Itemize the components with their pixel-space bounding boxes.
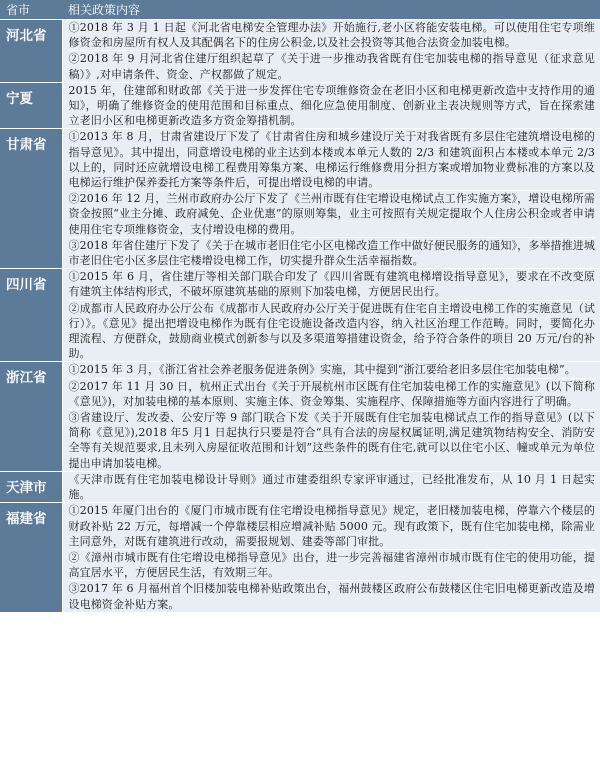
policy-paragraph: 2015 年，住建部和财政部《关于进一步发挥住宅专项维修资金在老旧小区和电梯更新改造中支持作用的通知》，明确了维修资金的使用范围和目标重点、细化应急使用制度、创新业主表决规则等方式，旨在探索建立老旧小区和电梯更新改造多方资金筹措机制。 (68, 83, 595, 128)
policy-cell (62, 129, 600, 269)
policy-cell (62, 20, 600, 83)
province-cell: 天津市 (0, 471, 62, 502)
policy-cell (62, 362, 600, 471)
province-cell: 浙江省 (0, 362, 62, 471)
table-row-hebei (0, 20, 600, 83)
policy-paragraph: ②2018 年 9 月河北省住建厅组织起草了《关于进一步推动我省既有住宅加装电梯的指导意见（征求意见稿）》,对申请条件、资金、产权都做了规定。 (68, 52, 595, 81)
policy-paragraph: ③2017 年 6 月福州首个旧楼加装电梯补贴政策出台，福州鼓楼区政府公布鼓楼区住宅旧电梯更新改造及增设电梯资金补贴方案。 (68, 582, 595, 611)
policy-paragraph: ②《漳州市城市既有住宅增设电梯指导意见》出台，进一步完善福建省漳州市城市既有住宅的使用功能，提高宜居水平，方便居民生活，有效期三年。 (68, 550, 595, 580)
policy-cell (62, 471, 600, 502)
policy-paragraph: ③省建设厅、发改委、公安厅等 9 部门联合下发《关于开展既有住宅加装电梯试点工作的指导意见》(以下简称《意见》),2018 年5 月1 日起执行只要是符合“具有合法的房屋权属证明,满足建筑物结构安全、消防安全等有关规范要求,且未列入房屋征收范围和计划”这些条件的既有住宅,就可以以住宅小区、幢或单元为单位提出申请加装电梯。 (68, 411, 595, 470)
province-cell: 福建省 (0, 503, 62, 612)
policy-paragraph: ②成都市人民政府办公厅公布《成都市人民政府办公厅关于促进既有住宅自主增设电梯工作的实施意见（试行）》。《意见》提出把增设电梯作为既有住宅设施设备改造内容，纳入社区治理工作范畴。同时，要简化办理流程、方便群众，鼓励商业模式创新参与以及多渠道筹措建设资金，给予符合条件的项目 20 万元/台的补助。 (68, 301, 595, 361)
province-cell: 宁夏 (0, 82, 62, 129)
policy-cell (62, 503, 600, 612)
table-header-row (0, 0, 600, 20)
header-province: 省市 (0, 0, 62, 20)
policy-paragraph: 《天津市既有住宅加装电梯设计导则》通过市建委组织专家评审通过，已经批准发布，从 10 月 1 日起实施。 (68, 472, 595, 502)
policy-paragraph: ③2018 年省住建厅下发了《关于在城市老旧住宅小区电梯改造工作中做好便民服务的通知》，多举措推进城市老旧住宅小区多层住宅楼增设电梯工作，切实提升群众生活幸福指数。 (68, 238, 595, 268)
table-row-gansu (0, 129, 600, 269)
header-policy-content: 相关政策内容 (62, 0, 600, 20)
province-cell: 河北省 (0, 20, 62, 83)
policy-cell (62, 269, 600, 362)
table-row-fujian (0, 503, 600, 612)
province-cell: 四川省 (0, 269, 62, 362)
policy-paragraph: ①2013 年 8 月，甘肃省建设厅下发了《甘肃省住房和城乡建设厅关于对我省既有多层住宅建筑增设电梯的指导意见》。其中提出，同意增设电梯的业主达到本楼或本单元人数的 2/3 和建筑面积占本楼或本单元 2/3 以上的，同时还应就增设电梯工程费用筹集方案、电梯运行维修费用分担方案或增加物业费标准的方案以及电梯运行维护保养委托方案等条件后，可提出增设电梯的申请。 (68, 130, 595, 190)
policy-paragraph: ①2015 年 6 月，省住建厅等相关部门联合印发了《四川省既有建筑电梯增设指导意见》，要求在不改变原有建筑主体结构形式，不破坏原建筑基础的原则下加装电梯，方便居民出行。 (68, 270, 595, 299)
policy-paragraph: ②2016 年 12 月，兰州市政府办公厅下发了《兰州市既有住宅增设电梯试点工作实施方案》，增设电梯所需资金按照“业主分摊、政府减免、企业优惠”的原则筹集，业主可按照有关规定提取个人住房公积金或者申请使用住宅专项维修资金，支付增设电梯的费用。 (68, 192, 595, 236)
table-row-ningxia (0, 82, 600, 129)
province-cell: 甘肃省 (0, 129, 62, 269)
policy-cell (62, 82, 600, 129)
table-row-zhejiang (0, 362, 600, 471)
table-row-tianjin (0, 471, 600, 502)
policy-paragraph: ①2018 年 3 月 1 日起《河北省电梯安全管理办法》开始施行,老小区将能安装电梯。可以使用住宅专项维修资金和房屋所有权人及其配偶名下的住房公积金,以及社会投资等其他合法资金加装电梯。 (68, 21, 595, 50)
policy-paragraph: ①2015 年 3 月，《浙江省社会养老服务促进条例》实施，其中提到“浙江要给老旧多层住宅加装电梯”。 (68, 363, 576, 377)
policy-paragraph: ①2015 年厦门出台的《厦门市城市既有住宅增设电梯指导意见》规定，老旧楼加装电梯，停靠六个楼层的财政补贴 22 万元，每增减一个停靠楼层相应增减补贴 5000 元。现有政策下，既有住宅加装电梯，除需业主同意外，对既有建筑进行改动，需要报规划、建委等部门审批。 (68, 504, 595, 548)
table-row-sichuan (0, 269, 600, 362)
policy-paragraph: ②2017 年 11 月 30 日，杭州正式出台《关于开展杭州市区既有住宅加装电梯工作的实施意见》(以下简称《意见》)，对加装电梯的基本原则、实施主体、资金筹集、实施程序、保障措施等方面内容进行了明确。 (68, 379, 595, 408)
